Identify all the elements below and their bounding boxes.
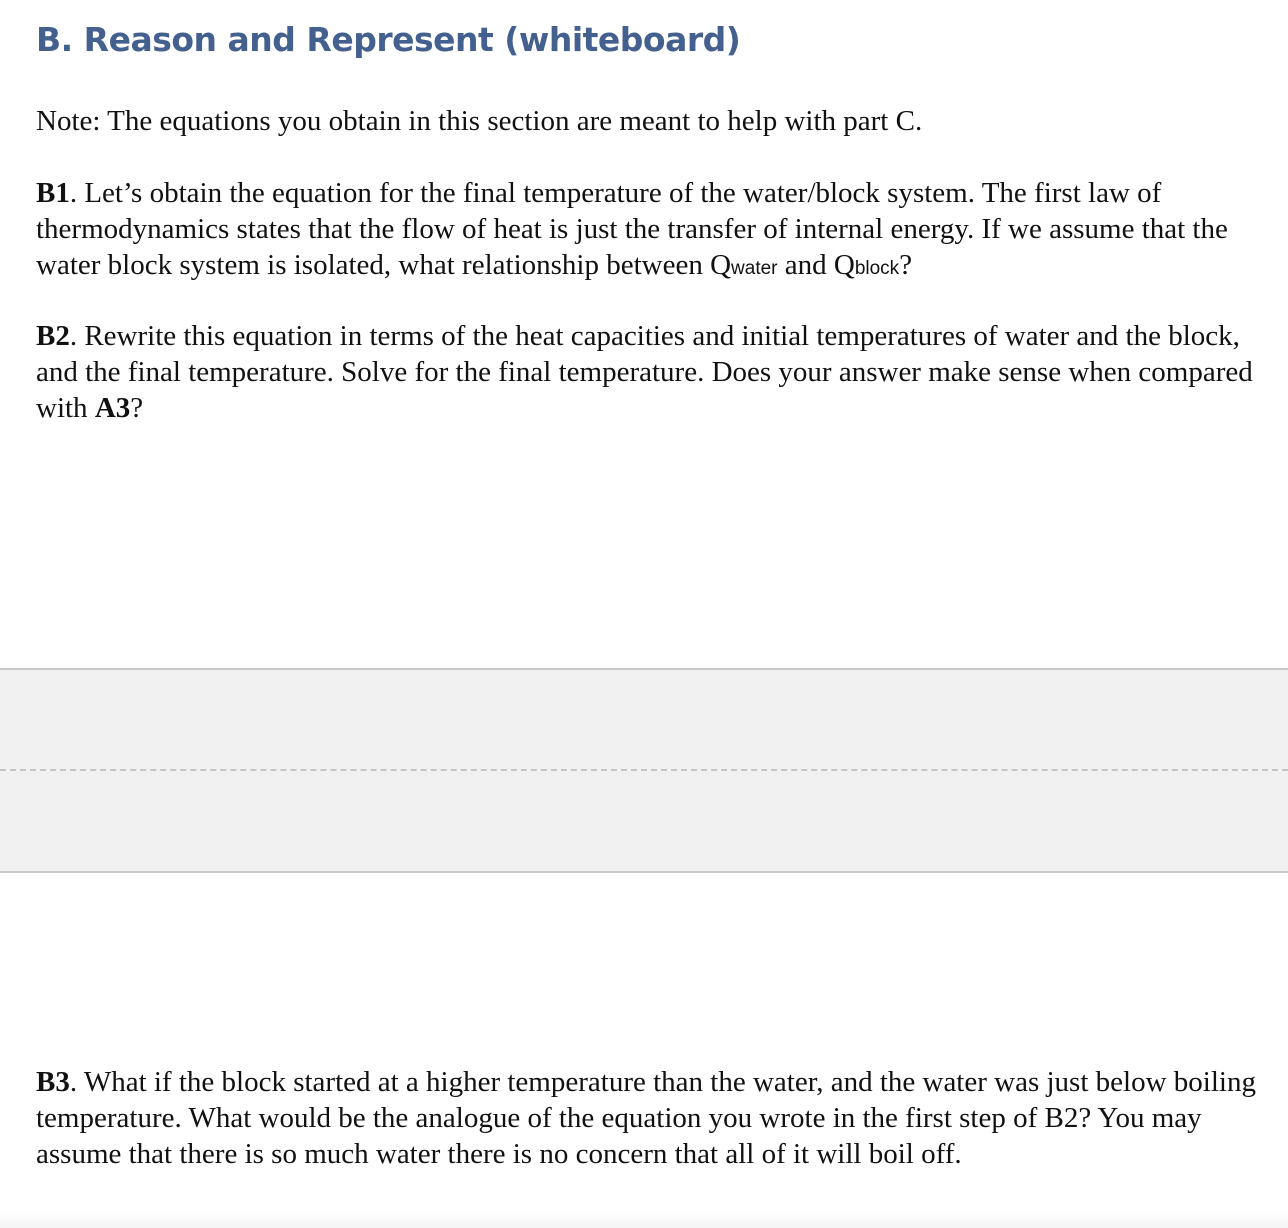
question-b1-mid: and Q	[777, 249, 855, 281]
question-b2-end: ?	[130, 392, 144, 424]
question-b2-ref: A3	[94, 392, 131, 424]
bottom-shade	[0, 1212, 1288, 1228]
question-b2-text: . Rewrite this equation in terms of the heat capacities and initial temperatures of water and the block, and the final temperature. Solve for the final temperature. Does your answer make sense when compared with	[36, 320, 1253, 424]
note-paragraph: Note: The equations you obtain in this section are meant to help with part C.	[36, 105, 923, 137]
question-b1-text: . Let’s obtain the equation for the final temperature of the water/block system. The first law of thermodynamics states that the flow of heat is just the transfer of internal energy. If we assume that the water block system is isolated, what relationship between Q	[36, 177, 1228, 281]
question-b3-text: . What if the block started at a higher temperature than the water, and the water was just below boiling temperature. What would be the analogue of the equation you wrote in the first step of B2? You may assume that there is so much water there is no concern that all of it will boil off.	[36, 1066, 1256, 1170]
page-break-band-top	[0, 668, 1288, 772]
question-b3-label: B3	[36, 1066, 70, 1098]
page-break-band-bottom	[0, 771, 1288, 873]
page-break-dashed-line	[0, 769, 1288, 771]
question-b1-label: B1	[36, 177, 70, 209]
question-b3	[36, 1064, 1260, 1172]
section-heading: B. Reason and Represent (whiteboard)	[36, 20, 741, 59]
question-b2-label: B2	[36, 320, 70, 352]
question-b1	[36, 175, 1260, 287]
question-b1-end: ?	[899, 249, 913, 281]
subscript-block: block	[854, 258, 900, 279]
subscript-water: water	[731, 258, 778, 279]
question-b2	[36, 318, 1260, 426]
